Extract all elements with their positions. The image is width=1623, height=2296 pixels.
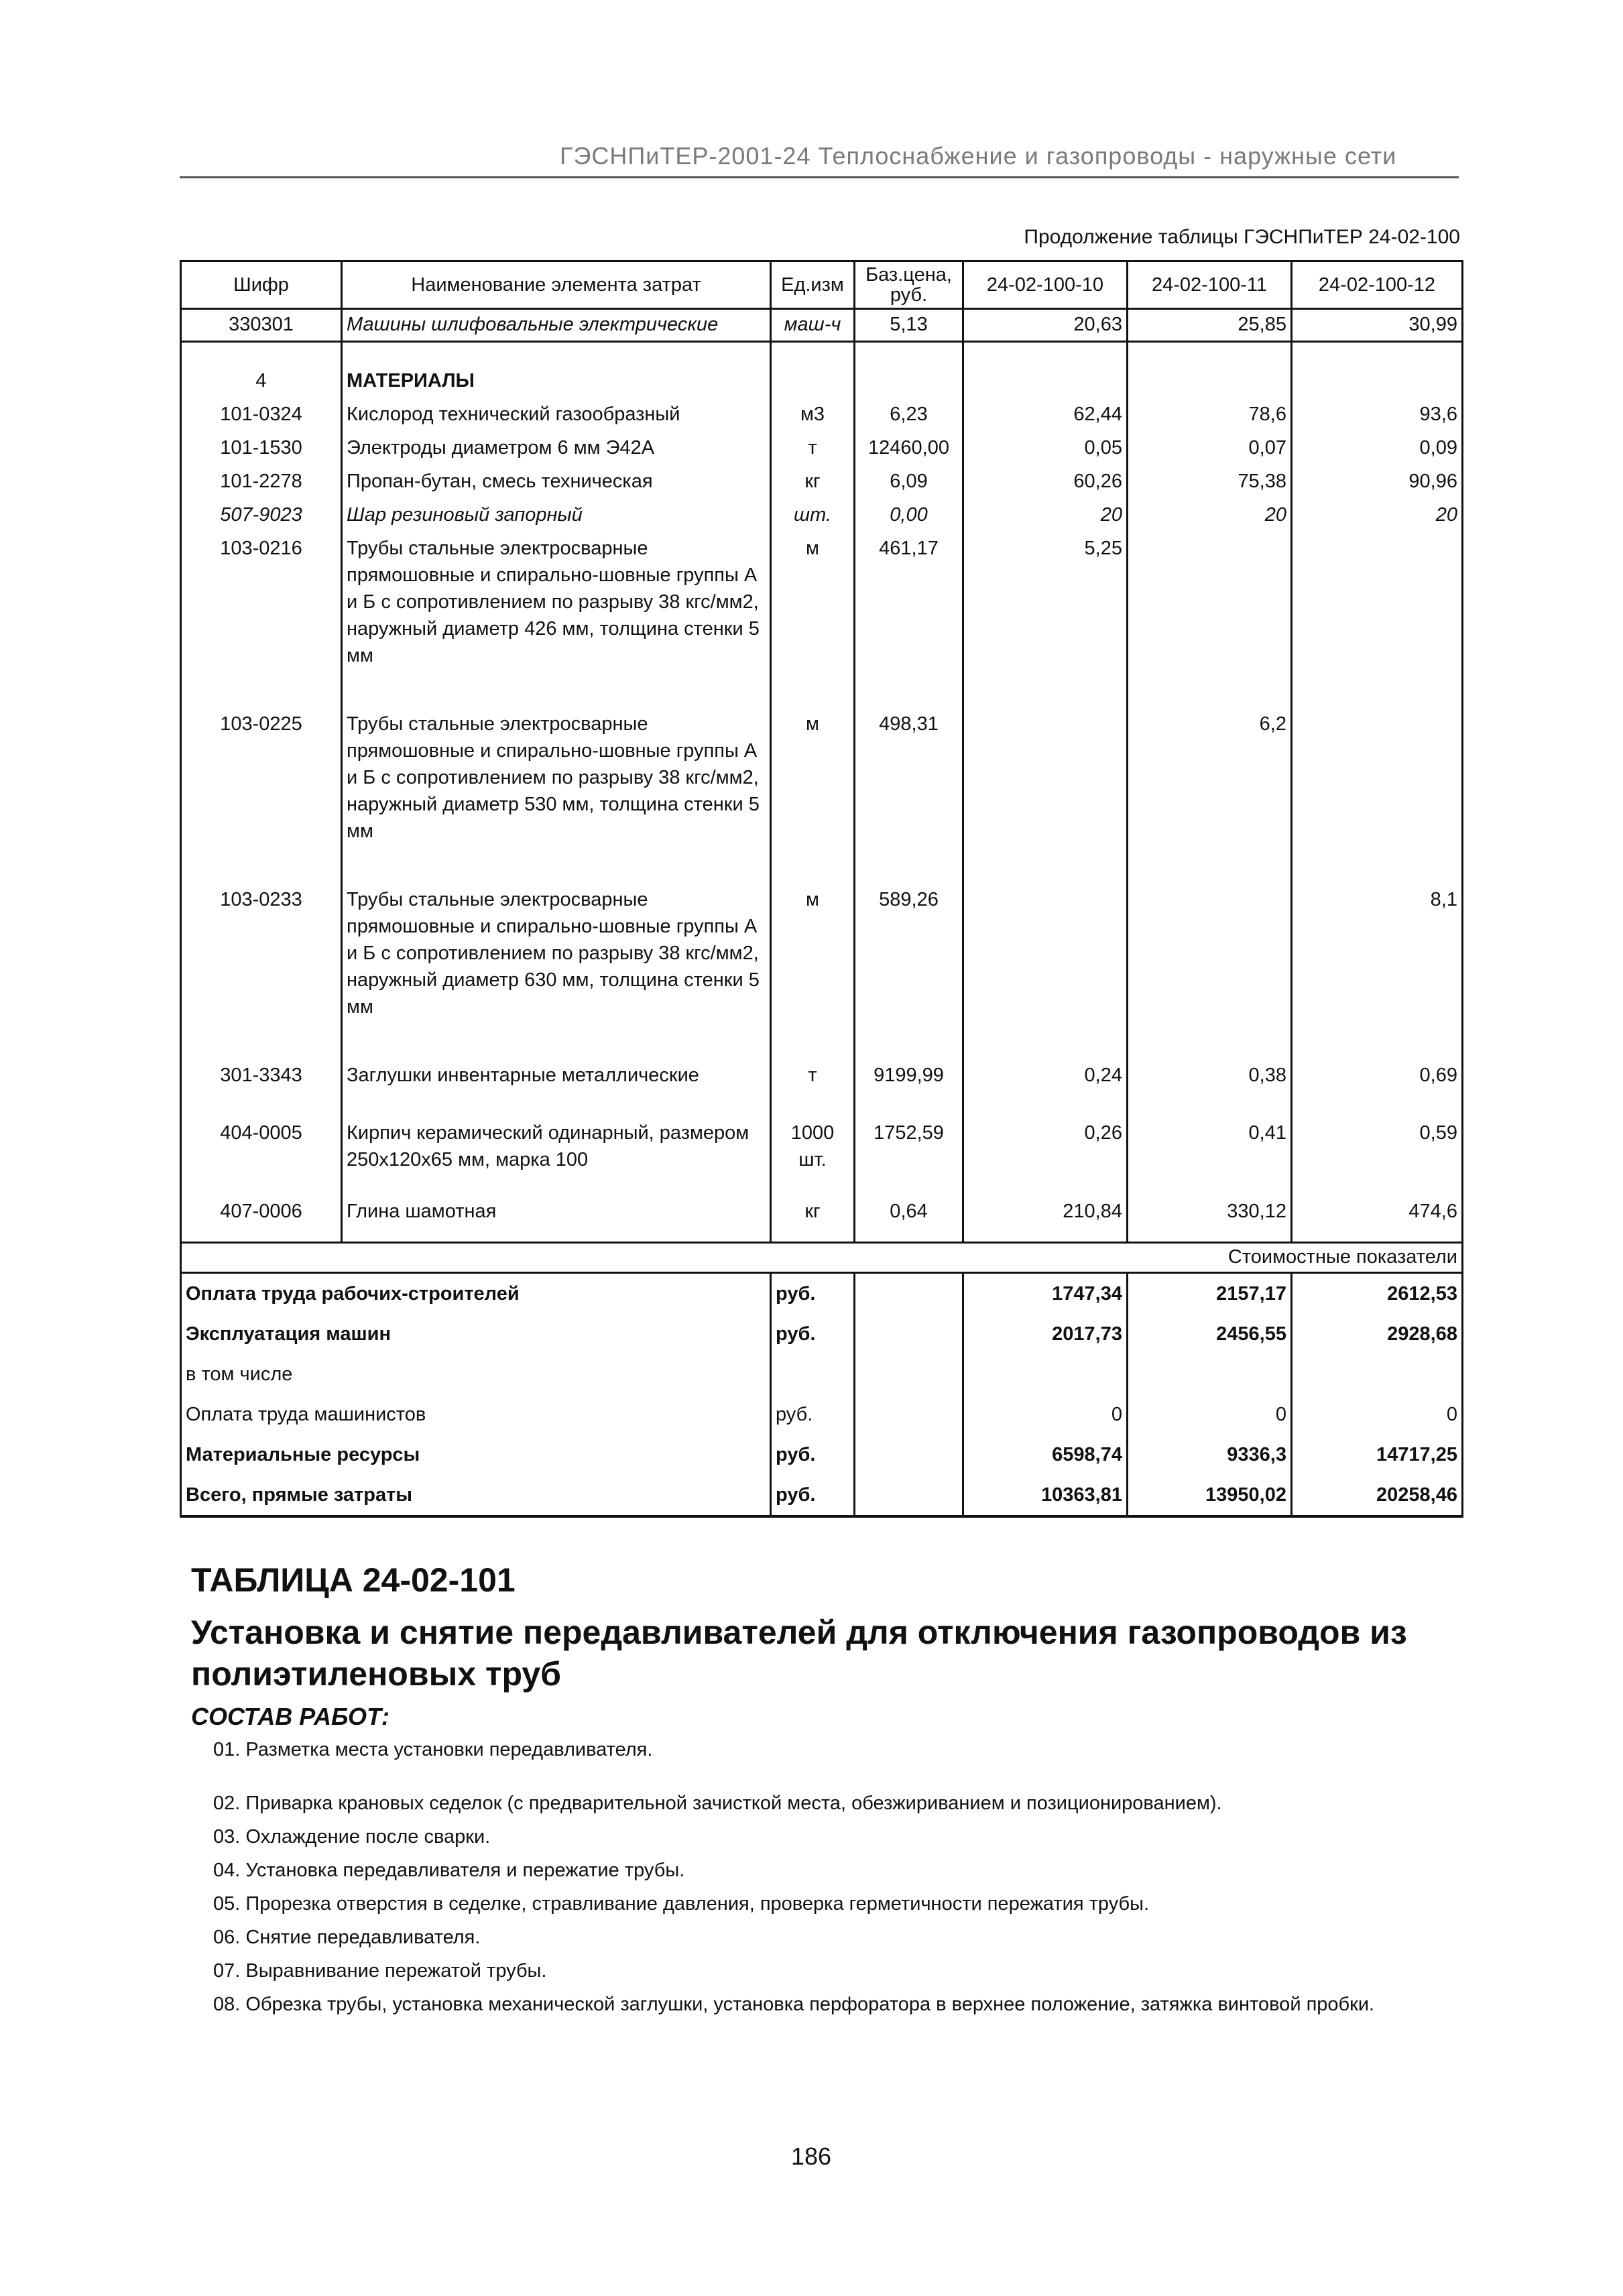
row-unit: маш-ч (771, 309, 855, 342)
list-item: 05. Прорезка отверстия в седелке, стравливание давления, проверка герметичности пережатия трубы. (213, 1893, 1150, 1915)
row-price: 9199,99 (855, 1062, 963, 1120)
row-code: 101-0324 (181, 401, 342, 434)
table-row (181, 886, 1463, 1062)
summary-value-11: 9336,3 (1128, 1435, 1292, 1475)
row-name: Кирпич керамический одинарный, размером 250х120х65 мм, марка 100 (342, 1120, 771, 1181)
table-row (181, 1181, 1463, 1243)
row-name: Пропан-бутан, смесь техническая (342, 468, 771, 501)
row-value-12: 0,09 (1292, 434, 1463, 468)
row-name: Машины шлифовальные электрические (342, 309, 771, 342)
row-value-11: 78,6 (1128, 401, 1292, 434)
summary-row (181, 1394, 1463, 1435)
row-value-12: 474,6 (1292, 1181, 1463, 1243)
row-price: 589,26 (855, 886, 963, 1062)
row-code: 101-1530 (181, 434, 342, 468)
row-value-12: 20 (1292, 501, 1463, 535)
row-value-10: 0,26 (963, 1120, 1128, 1181)
summary-unit: руб. (771, 1475, 855, 1516)
row-name: Трубы стальные электросварные прямошовные и спирально-шовные группы А и Б с сопротивлением по разрыву 38 кгс/мм2, наружный диаметр 630 мм, толщина стенки 5 мм (342, 886, 771, 1062)
page-number: 186 (791, 2142, 832, 2170)
row-price: 5,13 (855, 309, 963, 342)
table-continuation-caption: Продолжение таблицы ГЭСНПиТЕР 24-02-100 (1024, 226, 1460, 248)
col-header-unit: Ед.изм (771, 261, 855, 309)
table-row (181, 501, 1463, 535)
row-value-11: 20 (1128, 501, 1292, 535)
row-code: 103-0233 (181, 886, 342, 1062)
summary-unit: руб. (771, 1435, 855, 1475)
row-code: 407-0006 (181, 1181, 342, 1243)
summary-label: Всего, прямые затраты (181, 1475, 771, 1516)
row-value-12: 8,1 (1292, 886, 1463, 1062)
row-name: Шар резиновый запорный (342, 501, 771, 535)
summary-value-10: 0 (963, 1394, 1128, 1435)
row-unit: т (771, 434, 855, 468)
row-code: 101-2278 (181, 468, 342, 501)
col-header-24-02-100-12: 24-02-100-12 (1292, 261, 1463, 309)
col-header-code: Шифр (181, 261, 342, 309)
header-rule (180, 176, 1459, 178)
summary-value-10: 6598,74 (963, 1435, 1128, 1475)
table-row (181, 1120, 1463, 1181)
row-price: 0,64 (855, 1181, 963, 1243)
summary-label: Эксплуатация машин (181, 1314, 771, 1354)
summary-value-12: 14717,25 (1292, 1435, 1463, 1475)
row-value-11: 0,07 (1128, 434, 1292, 468)
resource-table (180, 260, 1463, 1518)
summary-row (181, 1475, 1463, 1516)
cost-header-row (181, 1242, 1463, 1272)
row-code: 404-0005 (181, 1120, 342, 1181)
row-unit: кг (771, 1181, 855, 1243)
row-unit: м (771, 535, 855, 711)
row-value-10: 20,63 (963, 309, 1128, 342)
row-value-11: 330,12 (1128, 1181, 1292, 1243)
summary-value-11: 2157,17 (1128, 1272, 1292, 1314)
row-value-10: 0,05 (963, 434, 1128, 468)
row-value-12: 30,99 (1292, 309, 1463, 342)
row-code: 507-9023 (181, 501, 342, 535)
row-name: Глина шамотная (342, 1181, 771, 1243)
section-description: Установка и снятие передавливателей для отключения газопроводов из полиэтиленовых труб (191, 1614, 1407, 1693)
list-item: 04. Установка передавливателя и пережатие трубы. (213, 1860, 685, 1881)
col-header-24-02-100-10: 24-02-100-10 (963, 261, 1128, 309)
row-value-10: 20 (963, 501, 1128, 535)
summary-value-12: 0 (1292, 1394, 1463, 1435)
row-price: 6,23 (855, 401, 963, 434)
row-value-10 (963, 886, 1128, 1062)
row-price: 498,31 (855, 711, 963, 886)
summary-value-12: 2612,53 (1292, 1272, 1463, 1314)
table-row (181, 401, 1463, 434)
spacer-row (181, 342, 1463, 367)
table-row (181, 535, 1463, 711)
summary-value-12: 20258,46 (1292, 1475, 1463, 1516)
list-item: 06. Снятие передавливателя. (213, 1927, 481, 1948)
row-name: Кислород технический газообразный (342, 401, 771, 434)
section-row (181, 367, 1463, 401)
row-value-10 (963, 711, 1128, 886)
section-name: МАТЕРИАЛЫ (342, 367, 771, 401)
summary-label: Материальные ресурсы (181, 1435, 771, 1475)
col-header-name: Наименование элемента затрат (342, 261, 771, 309)
row-value-11: 0,41 (1128, 1120, 1292, 1181)
row-value-10: 210,84 (963, 1181, 1128, 1243)
summary-value-10: 10363,81 (963, 1475, 1128, 1516)
summary-label: Оплата труда машинистов (181, 1394, 771, 1435)
summary-unit: руб. (771, 1314, 855, 1354)
work-composition-header: СОСТАВ РАБОТ: (191, 1703, 389, 1730)
table-row (181, 434, 1463, 468)
row-value-11: 0,38 (1128, 1062, 1292, 1120)
summary-value-10: 2017,73 (963, 1314, 1128, 1354)
row-value-12: 0,59 (1292, 1120, 1463, 1181)
table-header-row (181, 261, 1463, 309)
row-value-11: 25,85 (1128, 309, 1292, 342)
row-value-10: 60,26 (963, 468, 1128, 501)
row-value-10: 0,24 (963, 1062, 1128, 1120)
summary-unit: руб. (771, 1272, 855, 1314)
row-value-12: 90,96 (1292, 468, 1463, 501)
summary-label: в том числе (181, 1354, 771, 1394)
summary-row (181, 1354, 1463, 1394)
row-value-10: 5,25 (963, 535, 1128, 711)
table-row (181, 1062, 1463, 1120)
row-unit: шт. (771, 501, 855, 535)
summary-value-12: 2928,68 (1292, 1314, 1463, 1354)
summary-row (181, 1272, 1463, 1314)
row-unit: м (771, 886, 855, 1062)
row-value-12 (1292, 711, 1463, 886)
row-price: 461,17 (855, 535, 963, 711)
row-code: 103-0216 (181, 535, 342, 711)
row-name: Заглушки инвентарные металлические (342, 1062, 771, 1120)
running-header: ГЭСНПиТЕР-2001-24 Теплоснабжение и газопроводы - наружные сети (560, 142, 1397, 170)
table-row (181, 711, 1463, 886)
row-name: Электроды диаметром 6 мм Э42А (342, 434, 771, 468)
row-unit: м3 (771, 401, 855, 434)
row-unit: кг (771, 468, 855, 501)
summary-value-11: 2456,55 (1128, 1314, 1292, 1354)
row-price: 12460,00 (855, 434, 963, 468)
row-value-12: 0,69 (1292, 1062, 1463, 1120)
table-row (181, 309, 1463, 342)
summary-value-11: 0 (1128, 1394, 1292, 1435)
list-item: 08. Обрезка трубы, установка механической заглушки, установка перфоратора в верхнее положение, затяжка винтовой пробки. (213, 1994, 1375, 2015)
row-value-12 (1292, 535, 1463, 711)
section-title: ТАБЛИЦА 24-02-101 (191, 1561, 516, 1599)
summary-row (181, 1314, 1463, 1354)
row-code: 103-0225 (181, 711, 342, 886)
list-item: 02. Приварка крановых седелок (с предварительной зачисткой места, обезжириванием и позиционированием). (213, 1793, 1222, 1814)
row-price: 6,09 (855, 468, 963, 501)
row-unit: 1000 шт. (771, 1120, 855, 1181)
row-value-11 (1128, 535, 1292, 711)
row-value-11: 75,38 (1128, 468, 1292, 501)
summary-label: Оплата труда рабочих-строителей (181, 1272, 771, 1314)
summary-value-11: 13950,02 (1128, 1475, 1292, 1516)
row-name: Трубы стальные электросварные прямошовные и спирально-шовные группы А и Б с сопротивлением по разрыву 38 кгс/мм2, наружный диаметр 426 мм, толщина стенки 5 мм (342, 535, 771, 711)
row-price: 0,00 (855, 501, 963, 535)
list-item: 07. Выравнивание пережатой трубы. (213, 1960, 547, 1982)
summary-unit: руб. (771, 1394, 855, 1435)
row-value-12: 93,6 (1292, 401, 1463, 434)
row-value-11: 6,2 (1128, 711, 1292, 886)
col-header-24-02-100-11: 24-02-100-11 (1128, 261, 1292, 309)
row-value-10: 62,44 (963, 401, 1128, 434)
summary-row (181, 1435, 1463, 1475)
summary-value-10: 1747,34 (963, 1272, 1128, 1314)
row-unit: м (771, 711, 855, 886)
row-unit: т (771, 1062, 855, 1120)
row-price: 1752,59 (855, 1120, 963, 1181)
list-item: 01. Разметка места установки передавливателя. (213, 1739, 653, 1760)
cost-header: Стоимостные показатели (181, 1242, 1463, 1272)
row-name: Трубы стальные электросварные прямошовные и спирально-шовные группы А и Б с сопротивлением по разрыву 38 кгс/мм2, наружный диаметр 530 мм, толщина стенки 5 мм (342, 711, 771, 886)
row-code: 330301 (181, 309, 342, 342)
row-code: 301-3343 (181, 1062, 342, 1120)
table-row (181, 468, 1463, 501)
list-item: 03. Охлаждение после сварки. (213, 1826, 491, 1848)
row-value-11 (1128, 886, 1292, 1062)
section-code: 4 (181, 367, 342, 401)
col-header-price: Баз.цена, руб. (855, 261, 963, 309)
